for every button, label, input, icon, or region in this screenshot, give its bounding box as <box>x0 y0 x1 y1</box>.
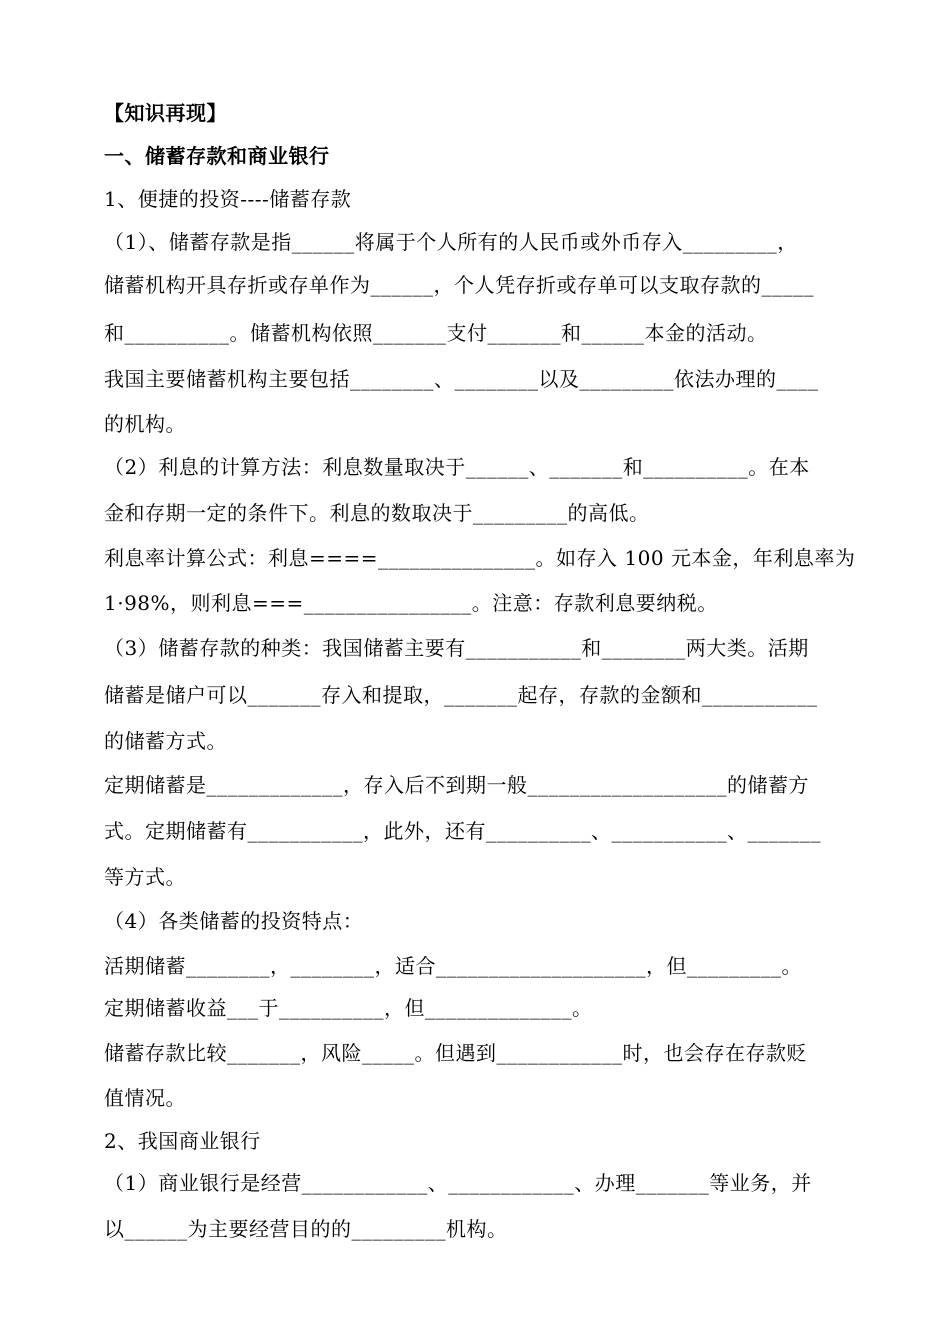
text-line: （3）储蓄存款的种类：我国储蓄主要有___________和________两大类。活期 <box>104 636 809 660</box>
text-line: 利息率计算公式：利息====_______________。如存入 100 元本金，年利息率为 <box>104 546 856 570</box>
text-line: 值情况。 <box>104 1086 186 1110</box>
text-line: 金和存期一定的条件下。利息的数取决于_________的高低。 <box>104 501 650 525</box>
text-line: 和__________。储蓄机构依照_______支付_______和______本金的活动。 <box>104 321 768 345</box>
section-header: 【知识再现】 <box>104 101 227 125</box>
text-line: 定期储蓄是_____________，存入后不到期一般___________________的储蓄方 <box>104 773 809 797</box>
text-line: 的机构。 <box>104 412 186 436</box>
text-line: 定期储蓄收益___于__________，但______________。 <box>104 996 593 1020</box>
text-line: 储蓄机构开具存折或存单作为______，个人凭存折或存单可以支取存款的_____ <box>104 273 814 297</box>
text-line: 式。定期储蓄有___________，此外，还有__________、___________、_______ <box>104 819 821 843</box>
text-line: 2、我国商业银行 <box>104 1129 261 1153</box>
text-line: 1·98%，则利息===________________。注意：存款利息要纳税。 <box>104 591 718 615</box>
text-line: （4）各类储蓄的投资特点： <box>104 909 364 933</box>
text-line: （1）、储蓄存款是指______将属于个人所有的人民币或外币存入_________， <box>104 230 798 254</box>
text-line: 等方式。 <box>104 865 186 889</box>
text-line: （1）商业银行是经营____________、____________、办理_______等业务，并 <box>104 1171 812 1195</box>
text-line: 以______为主要经营目的的_________机构。 <box>104 1217 508 1241</box>
text-line: 我国主要储蓄机构主要包括________、________以及_________依法办理的____ <box>104 367 819 391</box>
text-line: 1、便捷的投资----储蓄存款 <box>104 187 352 211</box>
text-line: 活期储蓄________，________，适合____________________，但_________。 <box>104 954 802 978</box>
text-line: 的储蓄方式。 <box>104 729 227 753</box>
heading-1: 一、储蓄存款和商业银行 <box>104 144 330 168</box>
text-line: 储蓄存款比较_______，风险_____。但遇到____________时，也会存在存款贬 <box>104 1041 807 1065</box>
text-line: （2）利息的计算方法：利息数量取决于______、_______和__________。在本 <box>104 455 810 479</box>
text-line: 储蓄是储户可以_______存入和提取，_______起存，存款的金额和___________ <box>104 683 818 707</box>
